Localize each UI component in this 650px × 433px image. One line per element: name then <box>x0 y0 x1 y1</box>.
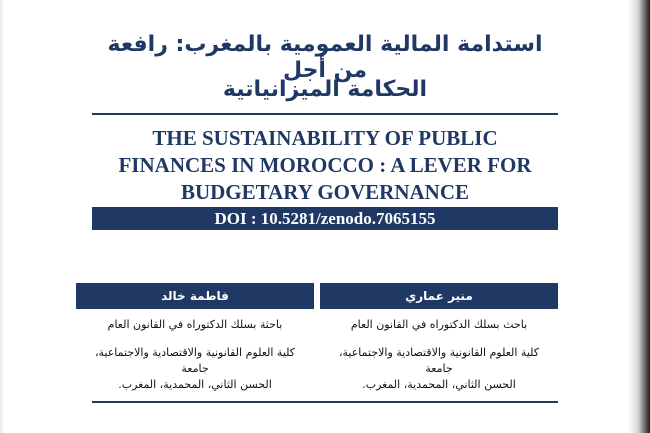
affiliation-line-1: كلية العلوم القانونية والاقتصادية والاجتماعية، جامعة <box>338 346 540 375</box>
english-title <box>90 125 560 206</box>
author-name: منير عماري <box>405 289 473 303</box>
english-title-line-2: FINANCES IN MOROCCO : A LEVER FOR <box>118 153 532 177</box>
author-affiliation <box>80 345 310 393</box>
arabic-title-line-2: الحكامة الميزانياتية <box>222 77 428 102</box>
doi-text: DOI : 10.5281/zenodo.7065155 <box>214 209 436 228</box>
author-degree: باحثة بسلك الدكتوراه في القانون العام <box>107 318 283 331</box>
title-divider <box>92 113 558 115</box>
author-degree: باحث بسلك الدكتوراه في القانون العام <box>350 318 528 331</box>
bottom-divider <box>92 401 558 403</box>
english-title-line-3: BUDGETARY GOVERNANCE <box>180 180 470 204</box>
page-edge-right <box>628 0 650 433</box>
affiliation-line-2: الحسن الثاني، المحمدية، المغرب. <box>362 378 516 391</box>
author-name: فاطمة خالد <box>161 289 229 303</box>
author-name-mounir-ammari <box>320 283 558 309</box>
page-edge-left <box>0 0 4 433</box>
author-name-fatima-khalid <box>76 283 314 309</box>
arabic-title-line-1: استدامة المالية العمومية بالمغرب: رافعة من أجل <box>107 32 543 84</box>
affiliation-line-1: كلية العلوم القانونية والاقتصادية والاجتماعية، جامعة <box>94 346 296 375</box>
english-title-line-1: THE SUSTAINABILITY OF PUBLIC <box>152 126 498 150</box>
affiliation-line-2: الحسن الثاني، المحمدية، المغرب. <box>118 378 272 391</box>
author-affiliation <box>324 345 554 393</box>
doi-banner <box>92 207 558 230</box>
